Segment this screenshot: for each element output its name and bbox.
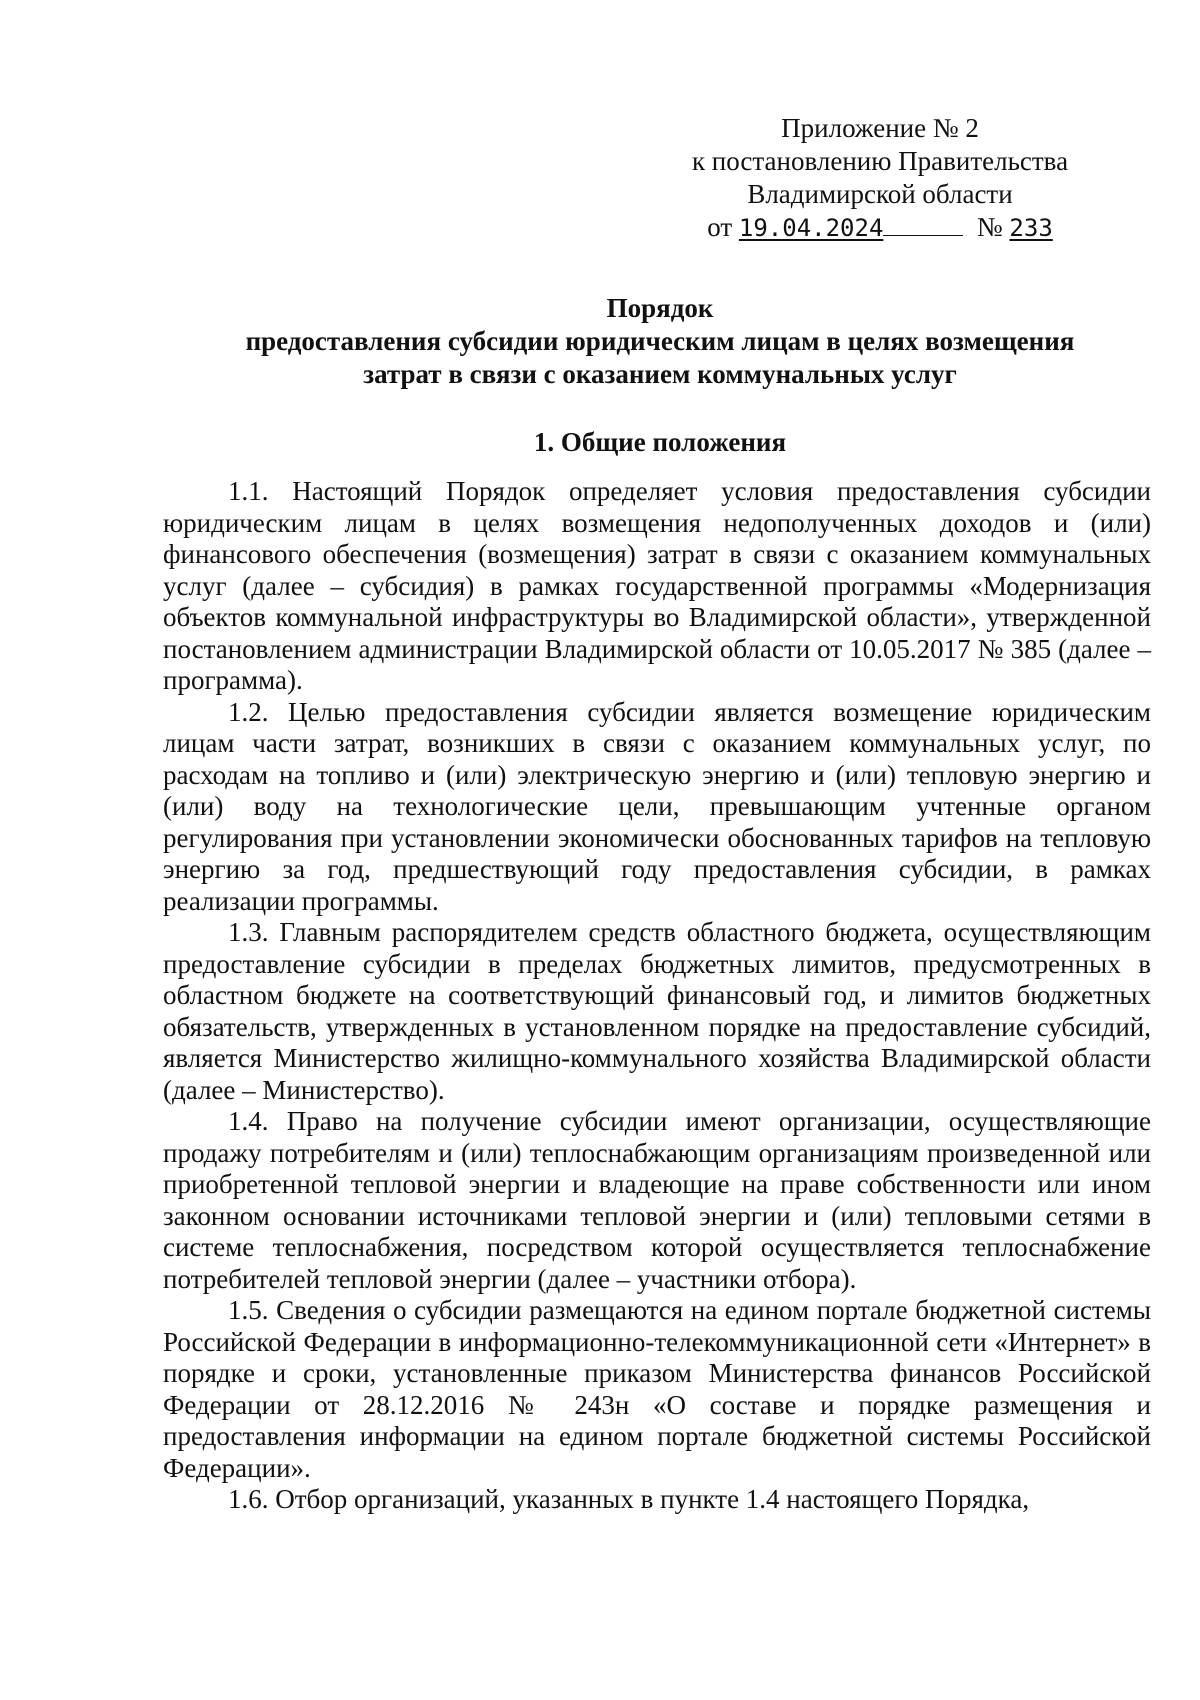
title-line-3: затрат в связи с оказанием коммунальных услуг (363, 359, 957, 389)
appendix-header (650, 112, 1110, 245)
number-value: 233 (1009, 214, 1053, 242)
appendix-region: Владимирской области (747, 179, 1013, 209)
number-prefix: № (976, 212, 1003, 242)
appendix-number: Приложение № 2 (781, 113, 979, 143)
paragraph-1-4: 1.4. Право на получение субсидии имеют организации, осуществляющие продажу потребителям и (или) теплоснабжающим организациям произведенной или приобретенной тепловой энергии и владеющие на праве собственности или ином законном основании источниками тепловой энергии и (или) тепловыми сетями в системе теплоснабжения, посредством которой осуществляется теплоснабжение потребителей тепловой энергии (далее – участники отбора). (163, 1106, 1151, 1294)
date-underline (883, 217, 963, 236)
appendix-reference: к постановлению Правительства (691, 146, 1069, 176)
date-prefix: от (707, 212, 733, 242)
paragraph-1-5: 1.5. Сведения о субсидии размещаются на едином портале бюджетной системы Российской Федерации в информационно-телекоммуникационной сети «Интернет» в порядке и сроки, установленные приказом Министерства финансов Российской Федерации от 28.12.2016 № 243н «О составе и порядке размещения и предоставления информации на едином портале бюджетной системы Российской Федерации». (163, 1295, 1151, 1483)
paragraph-1-3: 1.3. Главным распорядителем средств областного бюджета, осуществляющим предоставление субсидии в пределах бюджетных лимитов, предусмотренных в областном бюджете на соответствующий финансовый год, и лимитов бюджетных обязательств, утвержденных в установленном порядке на предоставление субсидий, является Министерство жилищно-коммунального хозяйства Владимирской области (далее – Министерство). (163, 917, 1151, 1105)
paragraph-1-1: 1.1. Настоящий Порядок определяет условия предоставления субсидии юридическим лицам в целях возмещения недополученных доходов и (или) финансового обеспечения (возмещения) затрат в связи с оказанием коммунальных услуг (далее – субсидия) в рамках государственной программы «Модернизация объектов коммунальной инфраструктуры во Владимирской области», утвержденной постановлением администрации Владимирской области от 10.05.2017 № 385 (далее – программа). (163, 476, 1151, 695)
title-line-1: Порядок (606, 293, 714, 323)
paragraph-1-2: 1.2. Целью предоставления субсидии является возмещение юридическим лицам части затрат, возникших в связи с оказанием коммунальных услуг, по расходам на топливо и (или) электрическую энергию и (или) тепловую энергию и (или) воду на технологические цели, превышающим учтенные органом регулирования при установлении экономически обоснованных тарифов на тепловую энергию за год, предшествующий году предоставления субсидии, в рамках реализации программы. (163, 696, 1151, 916)
appendix-date-line (650, 211, 1110, 245)
paragraph-1-6: 1.6. Отбор организаций, указанных в пункте 1.4 настоящего Порядка, (228, 1484, 1030, 1514)
section-heading: 1. Общие положения (533, 427, 787, 457)
document-title (160, 292, 1160, 391)
document-body (163, 476, 1151, 1516)
date-value: 19.04.2024 (738, 214, 884, 242)
title-line-2: предоставления субсидии юридическим лицам в целях возмещения (245, 326, 1075, 356)
